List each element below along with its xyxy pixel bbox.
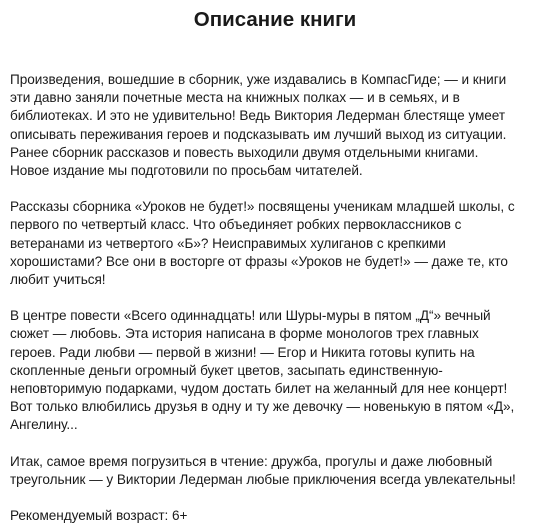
- text-line: описывать переживания героев и подсказывать им лучший выход из ситуации.: [10, 126, 507, 142]
- text-line: хорошистами? Все они в восторге от фразы «Уроков не будет!» — даже те, кто: [10, 253, 508, 269]
- text-line: Итак, самое время погрузиться в чтение: дружба, прогулы и даже любовный: [10, 453, 493, 469]
- paragraph-stories: [10, 198, 542, 289]
- recommended-age: Рекомендуемый возраст: 6+: [10, 508, 188, 524]
- text-line: Ранее сборник рассказов и повесть выходили двумя отдельными книгами.: [10, 144, 479, 160]
- text-line: Вот только влюбились друзья в одну и ту же девочку — новенькую в пятом «Д»,: [10, 399, 515, 415]
- text-line: скопленные деньги огромный букет цветов, засыпать единственную-: [10, 362, 443, 378]
- page-title: Описание книги: [193, 8, 357, 31]
- text-line: Рассказы сборника «Уроков не будет!» посвящены ученикам младшей школы, с: [10, 199, 515, 215]
- text-line: библиотеках. И это не удивительно! Ведь Виктория Ледерман блестяще умеет: [10, 108, 506, 124]
- text-line: эти давно заняли почетные места на книжных полках — и в семьях, и в: [10, 90, 460, 106]
- text-line: героев. Ради любви — первой в жизни! — Егор и Никита готовы купить на: [10, 344, 475, 360]
- text-line: любит учиться!: [10, 272, 106, 288]
- text-line: первого по четвертый класс. Что объединяет робких первоклассников с: [10, 217, 462, 233]
- text-line: В центре повести «Всего одиннадцать! или Шуры-муры в пятом „Д“» вечный: [10, 308, 491, 324]
- text-line: неповторимую подарками, чудом достать билет на желанный для нее концерт!: [10, 381, 508, 397]
- text-line: ветеранами из четвертого «Б»? Неисправимых хулиганов с крепкими: [10, 235, 446, 251]
- text-line: треугольник — у Виктории Ледерман любые приключения всегда увлекательны!: [10, 471, 516, 487]
- description-body: [10, 71, 542, 525]
- paragraph-summary: [10, 453, 542, 489]
- paragraph-novella: [10, 307, 542, 434]
- paragraph-intro: [10, 71, 542, 180]
- text-line: Новое издание мы подготовили по просьбам читателей.: [10, 163, 363, 179]
- text-line: Ангелину...: [10, 417, 78, 433]
- text-line: сюжет — любовь. Эта история написана в форме монологов трех главных: [10, 326, 479, 342]
- text-line: Произведения, вошедшие в сборник, уже издавались в КомпасГиде; — и книги: [10, 72, 507, 87]
